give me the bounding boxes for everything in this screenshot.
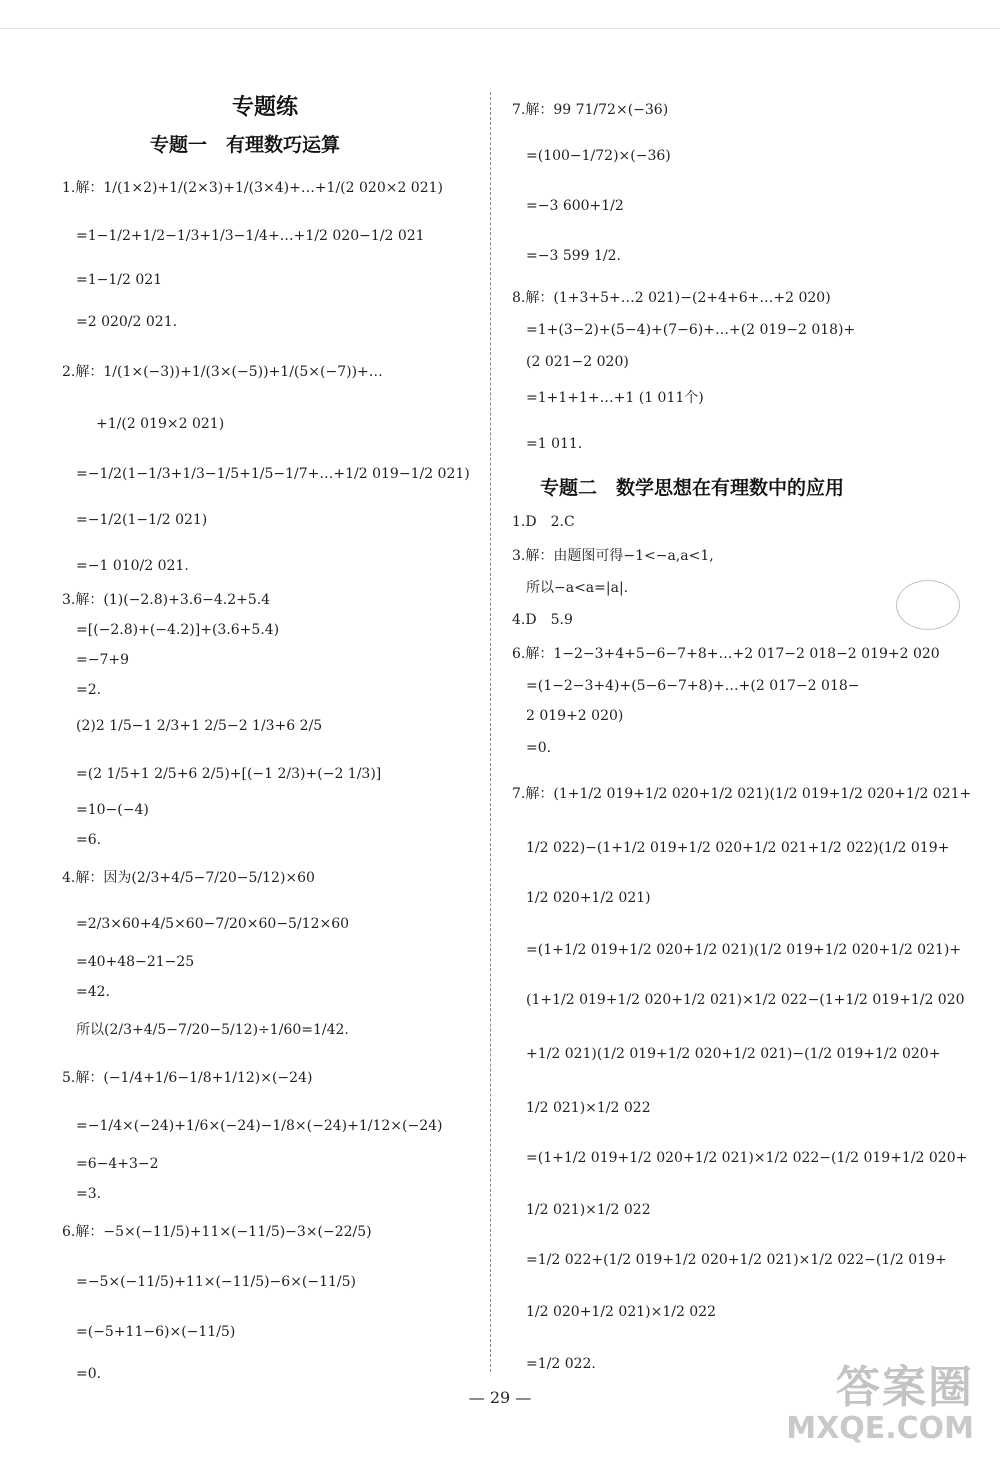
solution-line: 1.D 2.C — [512, 514, 575, 530]
solution-line: =(1+1/2 019+1/2 020+1/2 021)(1/2 019+1/2 020+1/2 021)+ — [526, 942, 962, 958]
solution-line: =−1/2(1−1/3+1/3−1/5+1/5−1/7+…+1/2 019−1/2 021) — [76, 466, 470, 482]
solution-line: =6. — [76, 832, 102, 848]
watermark-logo-text: 答案圈 — [836, 1362, 974, 1413]
solution-line: =−3 600+1/2 — [526, 198, 624, 214]
solution-line: =2. — [76, 682, 102, 698]
solution-line: 所以−a<a=|a|. — [526, 580, 629, 596]
page-title: 专题练 — [232, 95, 299, 120]
page-number: — 29 — — [468, 1388, 532, 1407]
solution-line: =1 011. — [526, 436, 583, 452]
solution-line: =0. — [526, 740, 552, 756]
stamp-icon — [896, 580, 960, 630]
solution-line: =(1−2−3+4)+(5−6−7+8)+…+(2 017−2 018− — [526, 678, 860, 694]
solution-line: 所以(2/3+4/5−7/20−5/12)÷1/60=1/42. — [76, 1022, 349, 1038]
solution-line: (1+1/2 019+1/2 020+1/2 021)×1/2 022−(1+1/2 019+1/2 020 — [526, 992, 965, 1008]
solution-line: =−1/4×(−24)+1/6×(−24)−1/8×(−24)+1/12×(−24) — [76, 1118, 443, 1134]
solution-line: 1/2 022)−(1+1/2 019+1/2 020+1/2 021+1/2 022)(1/2 019+ — [526, 840, 950, 856]
solution-line: =2 020/2 021. — [76, 314, 178, 330]
solution-line: =6−4+3−2 — [76, 1156, 159, 1172]
solution-line: 1/2 021)×1/2 022 — [526, 1202, 651, 1218]
solution-line: 6.解：1−2−3+4+5−6−7+8+…+2 017−2 018−2 019+2 020 — [512, 646, 940, 662]
solution-line: 4.D 5.9 — [512, 612, 573, 628]
scan-edge — [0, 28, 1000, 29]
solution-line: =(−5+11−6)×(−11/5) — [76, 1324, 236, 1340]
watermark-url: MXQE.COM — [786, 1411, 974, 1446]
solution-line: =1+1+1+…+1 (1 011个) — [526, 390, 704, 406]
solution-line: =(2 1/5+1 2/5+6 2/5)+[(−1 2/3)+(−2 1/3)] — [76, 766, 382, 782]
solution-line: 1/2 020+1/2 021)×1/2 022 — [526, 1304, 717, 1320]
solution-line: 3.解：由题图可得−1<−a,a<1, — [512, 548, 714, 564]
solution-line: 7.解：(1+1/2 019+1/2 020+1/2 021)(1/2 019+1/2 020+1/2 021+ — [512, 786, 972, 802]
solution-line: =−1/2(1−1/2 021) — [76, 512, 208, 528]
solution-line: =(100−1/72)×(−36) — [526, 148, 671, 164]
column-divider — [490, 92, 491, 1372]
solution-line: 6.解：−5×(−11/5)+11×(−11/5)−3×(−22/5) — [62, 1224, 372, 1240]
solution-line: =(1+1/2 019+1/2 020+1/2 021)×1/2 022−(1/2 019+1/2 020+ — [526, 1150, 968, 1166]
solution-line: 1/2 020+1/2 021) — [526, 890, 651, 906]
solution-line: =10−(−4) — [76, 802, 149, 818]
solution-line: =42. — [76, 984, 110, 1000]
solution-line: 5.解：(−1/4+1/6−1/8+1/12)×(−24) — [62, 1070, 313, 1086]
solution-line: =1−1/2+1/2−1/3+1/3−1/4+…+1/2 020−1/2 021 — [76, 228, 425, 244]
solution-line: =1/2 022+(1/2 019+1/2 020+1/2 021)×1/2 022−(1/2 019+ — [526, 1252, 947, 1268]
solution-line: +1/2 021)(1/2 019+1/2 020+1/2 021)−(1/2 019+1/2 020+ — [526, 1046, 941, 1062]
solution-line: =2/3×60+4/5×60−7/20×60−5/12×60 — [76, 916, 350, 932]
solution-line: =−1 010/2 021. — [76, 558, 189, 574]
solution-line: =0. — [76, 1366, 102, 1382]
solution-line: (2)2 1/5−1 2/3+1 2/5−2 1/3+6 2/5 — [76, 718, 323, 734]
solution-line: =−3 599 1/2. — [526, 248, 621, 264]
solution-line: =1−1/2 021 — [76, 272, 163, 288]
solution-line: =−7+9 — [76, 652, 130, 668]
solution-line: =3. — [76, 1186, 102, 1202]
solution-line: 2.解：1/(1×(−3))+1/(3×(−5))+1/(5×(−7))+… — [62, 364, 383, 380]
section-heading-1: 专题一 有理数巧运算 — [150, 134, 341, 156]
solution-line: =40+48−21−25 — [76, 954, 195, 970]
solution-line: 4.解：因为(2/3+4/5−7/20−5/12)×60 — [62, 870, 315, 886]
solution-line: (2 021−2 020) — [526, 354, 629, 370]
solution-line: 2 019+2 020) — [526, 708, 624, 724]
solution-line: =1+(3−2)+(5−4)+(7−6)+…+(2 019−2 018)+ — [526, 322, 856, 338]
solution-line: +1/(2 019×2 021) — [96, 416, 225, 432]
solution-line: 1/2 021)×1/2 022 — [526, 1100, 651, 1116]
solution-line: 8.解：(1+3+5+…2 021)−(2+4+6+…+2 020) — [512, 290, 831, 306]
solution-line: 7.解：99 71/72×(−36) — [512, 102, 669, 118]
site-watermark — [782, 1351, 982, 1461]
solution-line: 3.解：(1)(−2.8)+3.6−4.2+5.4 — [62, 592, 271, 608]
solution-line: 1.解：1/(1×2)+1/(2×3)+1/(3×4)+…+1/(2 020×2 021) — [62, 180, 443, 196]
solution-line: =1/2 022. — [526, 1356, 596, 1372]
solution-line: =[(−2.8)+(−4.2)]+(3.6+5.4) — [76, 622, 280, 638]
solution-line: =−5×(−11/5)+11×(−11/5)−6×(−11/5) — [76, 1274, 357, 1290]
section-heading-2: 专题二 数学思想在有理数中的应用 — [540, 477, 845, 499]
